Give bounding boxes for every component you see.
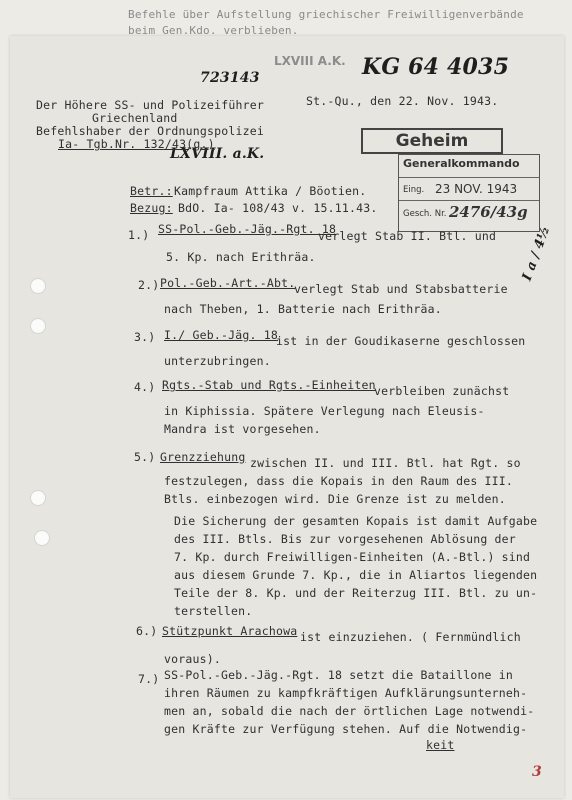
item-text: Die Sicherung der gesamten Kopais ist damit Aufgabe — [174, 514, 538, 528]
secret-stamp: Geheim — [361, 128, 503, 154]
item-text: nach Theben, 1. Batterie nach Erithräa. — [164, 302, 442, 316]
handwritten-page-number: 3 — [532, 764, 542, 780]
reference-label: Bezug: — [130, 201, 173, 215]
item-text: verbleiben zunächst — [374, 384, 510, 398]
punch-hole — [30, 278, 46, 294]
receipt-nr-value: 2476/43g — [449, 203, 528, 221]
item-text: ihren Räumen zu kampfkräftigen Aufklärungsunterneh- — [164, 686, 528, 700]
item-text: gen Kräfte zur Verfügung stehen. Auf die Notwendig- — [164, 722, 528, 736]
receipt-eing-label: Eing. — [403, 185, 425, 195]
archive-note-line1: Befehle über Aufstellung griechischer Freiwilligenverbände — [128, 8, 524, 21]
item-text: unterzubringen. — [164, 354, 271, 368]
reference-text: BdO. Ia- 108/43 v. 15.11.43. — [178, 201, 378, 215]
item-text: ist in der Goudikaserne geschlossen — [276, 334, 526, 348]
receipt-header: Generalkommando — [403, 157, 520, 170]
archive-note-line2: beim Gen.Kdo. verblieben. — [128, 24, 299, 37]
item-heading: Pol.-Geb.-Art.-Abt. — [160, 276, 296, 290]
item-number: 1.) — [128, 228, 150, 242]
item-text: Mandra ist vorgesehen. — [164, 422, 321, 436]
receipt-stamp — [398, 154, 540, 232]
item-text: men an, sobald die nach der örtlichen Lage notwendi- — [164, 704, 535, 718]
handwritten-margin-note: I a / 4½ — [519, 224, 554, 283]
receipt-nr-label: Gesch. Nr. — [403, 209, 447, 219]
receipt-date: 23 NOV. 1943 — [435, 182, 518, 196]
item-text: keit — [426, 738, 455, 752]
item-text: festzulegen, dass die Kopais in den Raum des III. — [164, 474, 514, 488]
item-text: zwischen II. und III. Btl. hat Rgt. so — [250, 456, 521, 470]
item-text: verlegt Stab II. Btl. und — [318, 229, 497, 243]
item-heading: Grenzziehung — [160, 450, 246, 464]
handwritten-doc-number: 723143 — [200, 70, 260, 86]
sender-reference: Ia- Tgb.Nr. 132/43(g.) — [58, 137, 215, 151]
item-number: 7.) — [138, 672, 160, 686]
item-text: 7. Kp. durch Freiwilligen-Einheiten (A.-Btl.) sind — [174, 550, 531, 564]
handwritten-file-ref: KG 64 4035 — [362, 54, 510, 80]
item-number: 4.) — [134, 380, 156, 394]
sender-line1: Der Höhere SS- und Polizeiführer — [36, 98, 264, 112]
item-number: 6.) — [136, 624, 158, 638]
subject-text: Kampfraum Attika / Böotien. — [174, 184, 367, 198]
item-text: in Kiphissia. Spätere Verlegung nach Eleusis- — [164, 404, 485, 418]
item-text: ist einzuziehen. ( Fernmündlich — [300, 630, 521, 644]
punch-hole — [30, 318, 46, 334]
place-and-date: St.-Qu., den 22. Nov. 1943. — [306, 94, 499, 108]
punch-hole — [30, 490, 46, 506]
item-number: 5.) — [134, 450, 156, 464]
punch-hole — [34, 530, 50, 546]
sender-line3: Befehlshaber der Ordnungspolizei — [36, 124, 264, 138]
item-text: voraus). — [164, 652, 221, 666]
item-heading: SS-Pol.-Geb.-Jäg.-Rgt. 18 — [158, 222, 337, 236]
subject-label: Betr.: — [130, 184, 173, 198]
item-heading: I./ Geb.-Jäg. 18 — [164, 328, 278, 342]
sender-line2: Griechenland — [92, 111, 178, 125]
item-number: 3.) — [134, 330, 156, 344]
item-text: aus diesem Grunde 7. Kp., die in Aliartos liegenden — [174, 568, 538, 582]
item-text: SS-Pol.-Geb.-Jäg.-Rgt. 18 setzt die Bataillone in — [164, 668, 514, 682]
handwritten-corps-label: LXVIII. a.K. — [170, 146, 265, 162]
item-text: verlegt Stab und Stabsbatterie — [294, 282, 508, 296]
item-text: Btls. einbezogen wird. Die Grenze ist zu melden. — [164, 492, 506, 506]
item-text: terstellen. — [174, 604, 253, 618]
item-text: 5. Kp. nach Erithräa. — [166, 250, 316, 264]
item-heading: Rgts.-Stab und Rgts.-Einheiten — [162, 378, 376, 392]
item-text: des III. Btls. Bis zur vorgesehenen Ablösung der — [174, 532, 516, 546]
item-number: 2.) — [138, 278, 160, 292]
item-text: Teile der 8. Kp. und der Reiterzug III. Btl. zu un- — [174, 586, 538, 600]
item-heading: Stützpunkt Arachowa — [162, 624, 298, 638]
faded-corps-stamp: LXVIII A.K. — [274, 54, 346, 68]
